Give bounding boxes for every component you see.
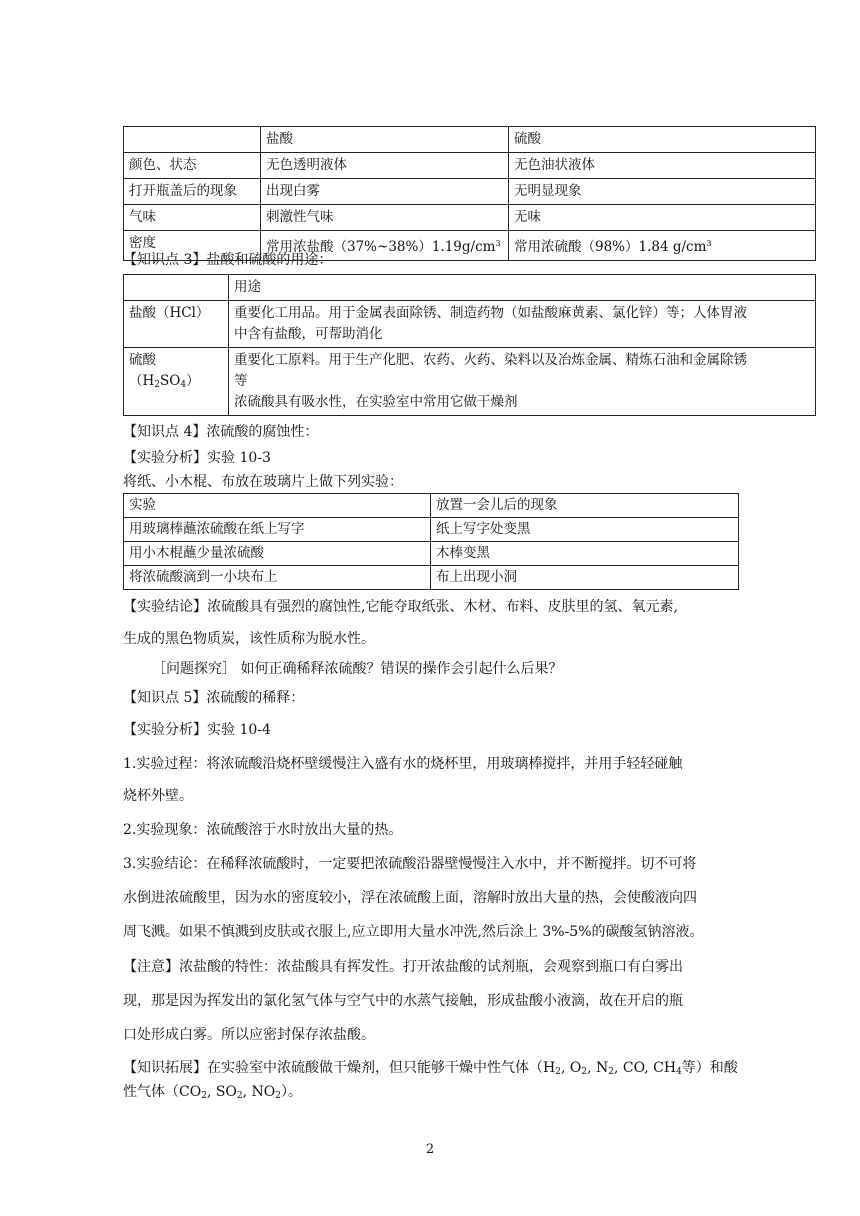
step-line: 烧杯外壁。 <box>123 788 193 804</box>
conclusion-line: 生成的黑色物质炭，该性质称为脱水性。 <box>123 631 375 647</box>
subscript: 2 <box>154 380 161 390</box>
table-cell <box>124 348 229 416</box>
h2so4-use-line: 浓硫酸具有吸水性，在实验室中常用它做干燥剂 <box>234 394 518 410</box>
table-cell: 打开瓶盖后的现象 <box>124 179 261 205</box>
extension-line <box>123 1082 302 1106</box>
table-cell: 将浓硫酸滴到一小块布上 <box>124 566 431 590</box>
table-cell: 用途 <box>229 275 816 301</box>
corrosion-table <box>123 493 739 590</box>
table-cell: 气味 <box>124 205 261 231</box>
superscript: 3 <box>706 239 712 248</box>
kp5-experiment: 【实验分析】实验 10-4 <box>123 722 271 738</box>
superscript: 3 <box>495 239 501 248</box>
table-row <box>124 518 739 542</box>
kp3-heading: 【知识点 3】盐酸和硫酸的用途： <box>123 252 333 268</box>
table-cell: 无明显现象 <box>509 179 816 205</box>
kp4-experiment: 【实验分析】实验 10-3 <box>123 450 271 466</box>
step-line: 周飞溅。如果不慎溅到皮肤或衣服上,应立即用大量水冲洗,然后涂上 3%-5%的碳酸氢钠溶液。 <box>123 924 704 940</box>
table-cell <box>124 275 229 301</box>
density-hcl: 常用浓盐酸（37%~38%）1.19g/cm <box>266 239 496 255</box>
label-part: ） <box>186 373 200 389</box>
subscript: 4 <box>180 380 187 390</box>
table-row <box>124 566 739 590</box>
table-cell <box>509 231 816 261</box>
text-part: , NO <box>242 1084 276 1100</box>
properties-table <box>123 126 816 261</box>
table-cell: 出现白雾 <box>261 179 509 205</box>
note-line: 现，那是因为挥发出的氯化氢气体与空气中的水蒸气接触，形成盐酸小液滴，故在开启的瓶 <box>123 993 683 1009</box>
density-h2so4: 常用浓硫酸（98%）1.84 g/cm <box>514 239 707 255</box>
subscript: 2 <box>581 1067 588 1077</box>
subscript: 4 <box>676 1067 682 1077</box>
text-part: , CO, CH <box>613 1060 677 1076</box>
table-cell: 布上出现小洞 <box>431 566 739 590</box>
table-row <box>124 494 739 518</box>
table-cell: 盐酸 <box>261 127 509 153</box>
table-row <box>124 153 816 179</box>
uses-table <box>123 274 816 416</box>
text-part: , O <box>560 1060 582 1076</box>
table-cell: 刺激性气味 <box>261 205 509 231</box>
note-line: 【注意】浓盐酸的特性：浓盐酸具有挥发性。打开浓盐酸的试剂瓶，会观察到瓶口有白雾出 <box>123 959 683 975</box>
step-line: 2.实验现象：浓硫酸溶于水时放出大量的热。 <box>123 822 403 838</box>
table-cell: 盐酸（HCl） <box>124 301 229 348</box>
subscript: 2 <box>236 1091 243 1101</box>
kp5-heading: 【知识点 5】浓硫酸的稀释： <box>123 690 305 706</box>
table-cell: 硫酸 <box>509 127 816 153</box>
question-line: ［问题探究］ 如何正确稀释浓硫酸？错误的操作会引起什么后果？ <box>152 661 563 677</box>
table-cell: 无味 <box>509 205 816 231</box>
table-cell: 无色透明液体 <box>261 153 509 179</box>
table-cell: 实验 <box>124 494 431 518</box>
label-part: SO <box>160 373 181 389</box>
table-row <box>124 348 816 416</box>
step-line: 3.实验结论：在稀释浓硫酸时，一定要把浓硫酸沿器壁慢慢注入水中，并不断搅拌。切不可将 <box>123 856 697 872</box>
table-cell <box>124 127 261 153</box>
step-line: 水倒进浓硫酸里，因为水的密度较小，浮在浓硫酸上面，溶解时放出大量的热，会使酸液向四 <box>123 890 697 906</box>
text-part: ）。 <box>281 1084 303 1100</box>
subscript: 2 <box>608 1067 614 1077</box>
text-part: , SO <box>206 1084 237 1100</box>
text-part: 【知识拓展】在实验室中浓硫酸做干燥剂，但只能够干燥中性气体（H <box>123 1060 556 1076</box>
table-cell: 纸上写字处变黑 <box>431 518 739 542</box>
table-cell: 用小木棍蘸少量浓硫酸 <box>124 542 431 566</box>
table-cell <box>229 301 816 348</box>
hcl-use-line: 中含有盐酸，可帮助消化 <box>234 326 383 342</box>
table-cell: 密度 <box>124 231 261 261</box>
text-part: , N <box>587 1060 609 1076</box>
table-row <box>124 179 816 205</box>
hcl-use-line: 重要化工用品。用于金属表面除锈、制造药物（如盐酸麻黄素、氯化锌）等；人体胃液 <box>234 305 747 321</box>
kp4-intro: 将纸、小木棍、布放在玻璃片上做下列实验： <box>123 474 403 490</box>
h2so4-use-line: 重要化工原料。用于生产化肥、农药、火药、染料以及冶炼金属、精炼石油和金属除锈 <box>234 352 747 368</box>
table-cell: 颜色、状态 <box>124 153 261 179</box>
text-part: 等）和酸 <box>681 1060 738 1076</box>
subscript: 2 <box>275 1091 282 1101</box>
step-line: 1.实验过程：将浓硫酸沿烧杯壁缓慢注入盛有水的烧杯里，用玻璃棒搅拌，并用手轻轻碰触 <box>123 756 683 772</box>
label-part: 硫酸（H <box>129 352 156 389</box>
extension-line <box>123 1058 738 1082</box>
table-row <box>124 127 816 153</box>
table-cell: 木棒变黑 <box>431 542 739 566</box>
conclusion-line: 【实验结论】浓硫酸具有强烈的腐蚀性,它能夺取纸张、木材、布料、皮肤里的氢、氧元素, <box>123 599 678 615</box>
page-number: 2 <box>425 1142 435 1157</box>
subscript: 2 <box>555 1067 561 1077</box>
note-line: 口处形成白雾。所以应密封保存浓盐酸。 <box>123 1027 375 1043</box>
table-row <box>124 301 816 348</box>
table-cell: 放置一会儿后的现象 <box>431 494 739 518</box>
table-row <box>124 542 739 566</box>
h2so4-use-line: 等 <box>234 373 248 389</box>
table-cell: 用玻璃棒蘸浓硫酸在纸上写字 <box>124 518 431 542</box>
table-cell: 无色油状液体 <box>509 153 816 179</box>
table-cell <box>229 348 816 416</box>
subscript: 2 <box>201 1091 207 1101</box>
text-part: 性气体（CO <box>123 1084 202 1100</box>
kp4-heading: 【知识点 4】浓硫酸的腐蚀性： <box>123 424 319 440</box>
table-row <box>124 275 816 301</box>
table-row <box>124 205 816 231</box>
